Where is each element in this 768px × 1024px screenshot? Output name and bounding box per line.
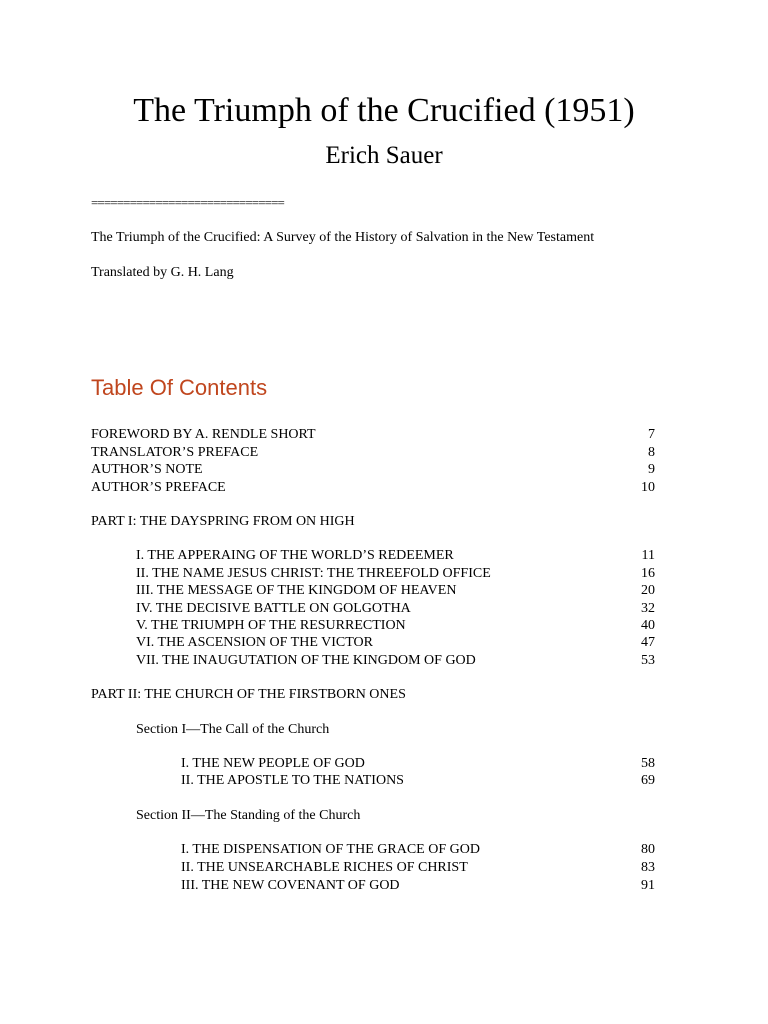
- part-title[interactable]: PART II: THE CHURCH OF THE FIRSTBORN ONES: [91, 687, 406, 702]
- toc-entry-page: 91: [641, 878, 655, 893]
- document-author: Erich Sauer: [325, 142, 443, 169]
- toc-entry-page: 11: [641, 548, 655, 563]
- toc-entry-page: 69: [641, 773, 655, 788]
- toc-entry-page: 9: [648, 462, 655, 477]
- toc-entry-page: 53: [641, 653, 655, 668]
- document-subtitle: The Triumph of the Crucified: A Survey of the History of Salvation in the New Testament: [91, 230, 595, 245]
- toc-entry-page: 10: [641, 480, 655, 495]
- toc-entry-label: II. THE NAME JESUS CHRIST: THE THREEFOLD OFFICE: [136, 566, 491, 581]
- document-title: The Triumph of the Crucified (1951): [133, 92, 635, 129]
- toc-entry-page: 40: [641, 618, 655, 633]
- toc-entry-label: TRANSLATOR’S PREFACE: [91, 445, 259, 460]
- toc-entry-page: 47: [641, 635, 655, 650]
- toc-entry-label: VII. THE INAUGUTATION OF THE KINGDOM OF GOD: [136, 653, 476, 668]
- toc-entry-page: 58: [641, 756, 655, 771]
- toc-entry-label: VI. THE ASCENSION OF THE VICTOR: [136, 635, 373, 650]
- toc-entry-page: 16: [641, 566, 655, 581]
- toc-entry-label: III. THE MESSAGE OF THE KINGDOM OF HEAVEN: [136, 583, 457, 598]
- toc-entry-label: IV. THE DECISIVE BATTLE ON GOLGOTHA: [136, 601, 411, 616]
- translator-credit: Translated by G. H. Lang: [91, 265, 234, 280]
- separator-rule: ==============================: [91, 195, 284, 210]
- toc-entry-page: 20: [641, 583, 655, 598]
- toc-entry-label: I. THE NEW PEOPLE OF GOD: [181, 756, 365, 771]
- toc-entry-label: AUTHOR’S NOTE: [91, 462, 203, 477]
- toc-entry-page: 7: [648, 427, 655, 442]
- toc-heading: Table Of Contents: [91, 375, 268, 400]
- toc-entry-label: AUTHOR’S PREFACE: [91, 480, 226, 495]
- part-title[interactable]: PART I: THE DAYSPRING FROM ON HIGH: [91, 514, 355, 529]
- toc-entry-label: I. THE APPERAING OF THE WORLD’S REDEEMER: [136, 548, 454, 563]
- section-title[interactable]: Section I—The Call of the Church: [136, 722, 330, 737]
- toc-entry-page: 8: [648, 445, 655, 460]
- section-title[interactable]: Section II—The Standing of the Church: [136, 808, 361, 823]
- toc-entry-page: 32: [641, 601, 655, 616]
- toc-entry-label: I. THE DISPENSATION OF THE GRACE OF GOD: [181, 842, 480, 857]
- toc-entry-label: FOREWORD BY A. RENDLE SHORT: [91, 427, 316, 442]
- toc-entry-label: III. THE NEW COVENANT OF GOD: [181, 878, 400, 893]
- toc-entry-label: II. THE APOSTLE TO THE NATIONS: [181, 773, 404, 788]
- toc-entry-label: V. THE TRIUMPH OF THE RESURRECTION: [136, 618, 406, 633]
- toc-entry-label: II. THE UNSEARCHABLE RICHES OF CHRIST: [181, 860, 468, 875]
- toc-entry-page: 80: [641, 842, 655, 857]
- toc-entry-page: 83: [641, 860, 655, 875]
